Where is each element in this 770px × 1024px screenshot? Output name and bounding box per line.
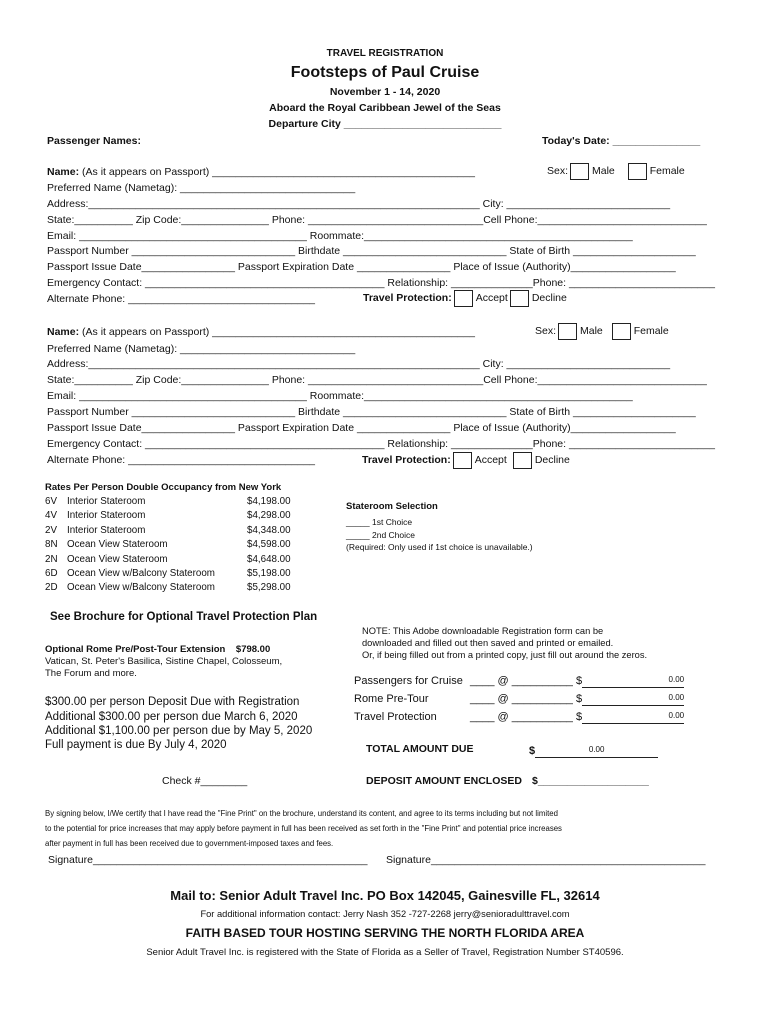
address-field[interactable]: Address:___________________________________________________________________ bbox=[47, 198, 480, 210]
accept-checkbox[interactable] bbox=[454, 290, 473, 307]
place-of-issue-field[interactable]: Place of Issue (Authority)__________________ bbox=[453, 422, 676, 434]
rate-code: 8N bbox=[45, 539, 58, 551]
sex-label: Sex: bbox=[535, 325, 557, 337]
address-row bbox=[47, 357, 670, 371]
rome-amount-row bbox=[354, 691, 684, 706]
passport-number-field[interactable]: Passport Number ____________________________ bbox=[47, 406, 296, 418]
first-choice-field[interactable]: _____ 1st Choice bbox=[346, 517, 413, 527]
cruise-total-field[interactable]: 0.00 bbox=[582, 673, 684, 688]
male-checkbox[interactable] bbox=[558, 323, 577, 340]
rate-name: Interior Stateroom bbox=[67, 510, 146, 522]
rate-price: $5,298.00 bbox=[247, 582, 291, 594]
passport-expiration-field[interactable]: Passport Expiration Date ________________ bbox=[237, 261, 451, 273]
preferred-name-field[interactable]: Preferred Name (Nametag): ______________________________ bbox=[47, 182, 356, 194]
rome-desc-line-1: Vatican, St. Peter's Basilica, Sistine Chapel, Colosseum, bbox=[45, 656, 283, 667]
email-row bbox=[47, 389, 633, 403]
female-checkbox[interactable] bbox=[628, 163, 647, 180]
birthdate-field[interactable]: Birthdate ____________________________ bbox=[298, 245, 507, 257]
contact-info: For additional information contact: Jerry Nash 352 -727-2268 jerry@senioradulttravel.com bbox=[200, 909, 570, 919]
rate-price: $4,198.00 bbox=[247, 496, 291, 507]
rate-code: 4V bbox=[45, 510, 57, 522]
state-of-birth-field[interactable]: State of Birth _____________________ bbox=[509, 406, 696, 418]
email-row bbox=[47, 229, 633, 243]
rate-code: 2N bbox=[45, 553, 58, 565]
female-label: Female bbox=[633, 325, 669, 337]
name-label: Name: bbox=[47, 326, 80, 338]
name-label: Name: bbox=[47, 166, 80, 178]
list-item bbox=[45, 509, 307, 523]
passport-number-field[interactable]: Passport Number ____________________________ bbox=[47, 245, 296, 257]
form-small-title: TRAVEL REGISTRATION bbox=[326, 48, 444, 59]
passport-dates-row bbox=[47, 421, 676, 435]
address-row bbox=[47, 197, 670, 211]
alternate-phone-field[interactable]: Alternate Phone: ________________________________ bbox=[47, 293, 316, 305]
rates-list bbox=[45, 495, 307, 596]
list-item bbox=[45, 538, 307, 552]
passport-row bbox=[47, 405, 696, 419]
passport-dates-row bbox=[47, 260, 676, 274]
name-hint: (As it appears on Passport) _____________________________________________ bbox=[82, 326, 475, 338]
note-line-2: downloaded and filled out then saved and printed or emailed. bbox=[362, 638, 614, 648]
passenger-names-label: Passenger Names: bbox=[47, 135, 141, 147]
note-line-3: Or, if being filled out from a printed copy, just fill out around the zeros. bbox=[362, 650, 648, 660]
rome-label: Rome Pre-Tour bbox=[354, 693, 429, 705]
travel-protection-total-field[interactable]: 0.00 bbox=[582, 709, 684, 724]
emergency-contact-field[interactable]: Emergency Contact: _________________________________________ bbox=[47, 277, 385, 289]
passport-row bbox=[47, 244, 696, 258]
name-field[interactable] bbox=[47, 165, 475, 179]
rate-code: 2V bbox=[45, 524, 57, 536]
total-amount-field[interactable]: 0.00 bbox=[535, 743, 658, 758]
dollar-sign: $ bbox=[529, 745, 536, 757]
rome-desc-line-2: The Forum and more. bbox=[45, 668, 137, 679]
registration-notice: Senior Adult Travel Inc. is registered with the State of Florida as a Seller of Travel, Registration Number ST40596. bbox=[146, 947, 624, 958]
zip-field[interactable]: Zip Code:_______________ bbox=[135, 214, 269, 226]
certify-line-1: By signing below, I/We certify that I have read the "Fine Print" on the brochure, understand its content, and agree to its terms including but not limited bbox=[45, 809, 558, 818]
phone-field[interactable]: Phone: ______________________________ bbox=[271, 374, 484, 386]
city-field[interactable]: City: ____________________________ bbox=[482, 198, 671, 210]
phone-field[interactable]: Phone: ______________________________ bbox=[271, 214, 484, 226]
decline-label: Decline bbox=[534, 454, 570, 466]
zip-field[interactable]: Zip Code:_______________ bbox=[135, 374, 269, 386]
trip-dates: November 1 - 14, 2020 bbox=[329, 86, 441, 98]
decline-checkbox[interactable] bbox=[510, 290, 529, 307]
departure-city-field[interactable]: Departure City ___________________________ bbox=[268, 118, 502, 130]
list-item bbox=[45, 524, 307, 538]
certify-line-2: to the potential for price increases that may apply before payment in full has been received as set forth in the "Fine Print" and potential price increases bbox=[45, 824, 562, 833]
accept-label: Accept bbox=[475, 292, 508, 304]
alternate-phone-field[interactable]: Alternate Phone: ________________________________ bbox=[47, 454, 316, 466]
rome-extension-title: Optional Rome Pre/Post-Tour Extension $798.00 bbox=[45, 644, 271, 655]
emergency-row bbox=[47, 276, 715, 290]
state-zip-phone-row bbox=[47, 373, 707, 387]
list-item bbox=[45, 567, 307, 581]
passport-issue-field[interactable]: Passport Issue Date________________ bbox=[47, 422, 235, 434]
rate-price: $4,648.00 bbox=[247, 553, 291, 565]
travel-protection-amount-row bbox=[354, 709, 684, 724]
rome-qty-field[interactable]: ____ @ __________ $ bbox=[470, 693, 583, 705]
stateroom-note: (Required: Only used if 1st choice is unavailable.) bbox=[346, 542, 533, 552]
travel-protection-label: Travel Protection: bbox=[363, 292, 452, 304]
deposit-enclosed-label: DEPOSIT AMOUNT ENCLOSED bbox=[366, 775, 522, 787]
signature-field-1[interactable]: Signature_______________________________________________ bbox=[48, 854, 368, 866]
name-hint: (As it appears on Passport) _____________________________________________ bbox=[82, 166, 475, 178]
emergency-contact-field[interactable]: Emergency Contact: _________________________________________ bbox=[47, 438, 385, 450]
rate-price: $4,298.00 bbox=[247, 510, 291, 522]
rate-name: Interior Stateroom bbox=[67, 524, 146, 536]
rate-name: Ocean View w/Balcony Stateroom bbox=[67, 582, 215, 594]
city-field[interactable]: City: ____________________________ bbox=[482, 358, 671, 370]
rate-name: Ocean View Stateroom bbox=[67, 539, 168, 551]
ship-name: Aboard the Royal Caribbean Jewel of the Seas bbox=[269, 102, 501, 114]
deposit-enclosed-field[interactable]: $___________________ bbox=[532, 775, 649, 787]
decline-label: Decline bbox=[531, 292, 567, 304]
list-item bbox=[45, 495, 307, 509]
travel-protection-selector bbox=[362, 451, 570, 469]
certify-line-3: after payment in full has been received due to government-imposed taxes and fees. bbox=[45, 839, 334, 848]
relationship-field[interactable]: Relationship: ______________ bbox=[387, 277, 533, 289]
second-choice-field[interactable]: _____ 2nd Choice bbox=[346, 530, 416, 540]
page-title: Footsteps of Paul Cruise bbox=[290, 64, 480, 81]
male-checkbox[interactable] bbox=[570, 163, 589, 180]
state-of-birth-field[interactable]: State of Birth _____________________ bbox=[509, 245, 696, 257]
sex-label: Sex: bbox=[547, 165, 569, 177]
total-amount-label: TOTAL AMOUNT DUE bbox=[366, 743, 474, 755]
passport-issue-field[interactable]: Passport Issue Date________________ bbox=[47, 261, 235, 273]
email-field[interactable]: Email: _______________________________________ bbox=[47, 390, 307, 402]
female-label: Female bbox=[649, 165, 685, 177]
todays-date-field[interactable]: Today's Date: _______________ bbox=[542, 135, 701, 147]
rate-name: Ocean View Stateroom bbox=[67, 553, 168, 565]
signature-field-2[interactable]: Signature_______________________________________________ bbox=[386, 854, 706, 866]
cell-phone-field[interactable]: Cell Phone:_____________________________ bbox=[483, 214, 707, 226]
cruise-amount-row bbox=[354, 673, 684, 688]
brochure-note: See Brochure for Optional Travel Protection Plan bbox=[50, 611, 318, 623]
rate-code: 6V bbox=[45, 496, 57, 507]
preferred-name-field[interactable]: Preferred Name (Nametag): ______________________________ bbox=[47, 343, 356, 355]
passport-expiration-field[interactable]: Passport Expiration Date ________________ bbox=[237, 422, 451, 434]
emergency-phone-field[interactable]: Phone: _________________________ bbox=[532, 438, 715, 450]
accept-label: Accept bbox=[474, 454, 507, 466]
cruise-qty-field[interactable]: ____ @ __________ $ bbox=[470, 675, 583, 687]
sex-selector bbox=[535, 322, 669, 340]
emergency-row bbox=[47, 437, 715, 451]
email-field[interactable]: Email: _______________________________________ bbox=[47, 230, 307, 242]
deposit-line-3: Additional $1,100.00 per person due by May 5, 2020 bbox=[45, 725, 313, 737]
travel-protection-label: Travel Protection: bbox=[362, 454, 451, 466]
rates-heading: Rates Per Person Double Occupancy from New York bbox=[45, 482, 282, 493]
roommate-field[interactable]: Roommate:______________________________________________ bbox=[309, 230, 633, 242]
deposit-line-2: Additional $300.00 per person due March 6, 2020 bbox=[45, 711, 298, 723]
total-amount-row bbox=[529, 743, 658, 758]
cell-phone-field[interactable]: Cell Phone:_____________________________ bbox=[483, 374, 707, 386]
rate-code: 2D bbox=[45, 582, 58, 594]
travel-protection-label: Travel Protection bbox=[354, 711, 437, 723]
travel-protection-qty-field[interactable]: ____ @ __________ $ bbox=[470, 711, 583, 723]
travel-protection-selector bbox=[363, 289, 567, 307]
list-item bbox=[45, 553, 307, 567]
relationship-field[interactable]: Relationship: ______________ bbox=[387, 438, 533, 450]
state-zip-phone-row bbox=[47, 213, 707, 227]
rate-price: $4,348.00 bbox=[247, 524, 291, 536]
rate-name: Ocean View w/Balcony Stateroom bbox=[67, 567, 215, 579]
sex-selector bbox=[547, 162, 685, 180]
name-field[interactable] bbox=[47, 325, 475, 339]
faith-based-banner: FAITH BASED TOUR HOSTING SERVING THE NORTH FLORIDA AREA bbox=[185, 926, 585, 940]
cruise-label: Passengers for Cruise bbox=[354, 675, 463, 687]
male-label: Male bbox=[580, 325, 603, 337]
birthdate-field[interactable]: Birthdate ____________________________ bbox=[298, 406, 507, 418]
rate-name: Interior Stateroom bbox=[67, 496, 146, 507]
address-field[interactable]: Address:___________________________________________________________________ bbox=[47, 358, 480, 370]
decline-checkbox[interactable] bbox=[513, 452, 532, 469]
check-number-field[interactable]: Check #________ bbox=[162, 775, 248, 787]
female-checkbox[interactable] bbox=[612, 323, 631, 340]
emergency-phone-field[interactable]: Phone: _________________________ bbox=[532, 277, 715, 289]
note-line-1: NOTE: This Adobe downloadable Registration form can be bbox=[362, 626, 604, 636]
place-of-issue-field[interactable]: Place of Issue (Authority)__________________ bbox=[453, 261, 676, 273]
deposit-line-4: Full payment is due By July 4, 2020 bbox=[45, 739, 227, 751]
rome-total-field[interactable]: 0.00 bbox=[582, 691, 684, 706]
stateroom-heading: Stateroom Selection bbox=[346, 501, 438, 512]
roommate-field[interactable]: Roommate:______________________________________________ bbox=[309, 390, 633, 402]
mail-to-address: Mail to: Senior Adult Travel Inc. PO Box 142045, Gainesville FL, 32614 bbox=[170, 888, 600, 903]
state-field[interactable]: State:__________ bbox=[47, 214, 133, 226]
rate-price: $4,598.00 bbox=[247, 539, 291, 551]
rate-price: $5,198.00 bbox=[247, 567, 291, 579]
list-item bbox=[45, 581, 307, 595]
deposit-line-1: $300.00 per person Deposit Due with Registration bbox=[45, 696, 300, 708]
male-label: Male bbox=[592, 165, 615, 177]
state-field[interactable]: State:__________ bbox=[47, 374, 133, 386]
rate-code: 6D bbox=[45, 567, 58, 579]
accept-checkbox[interactable] bbox=[453, 452, 472, 469]
rome-extension-price: $798.00 bbox=[235, 644, 271, 655]
